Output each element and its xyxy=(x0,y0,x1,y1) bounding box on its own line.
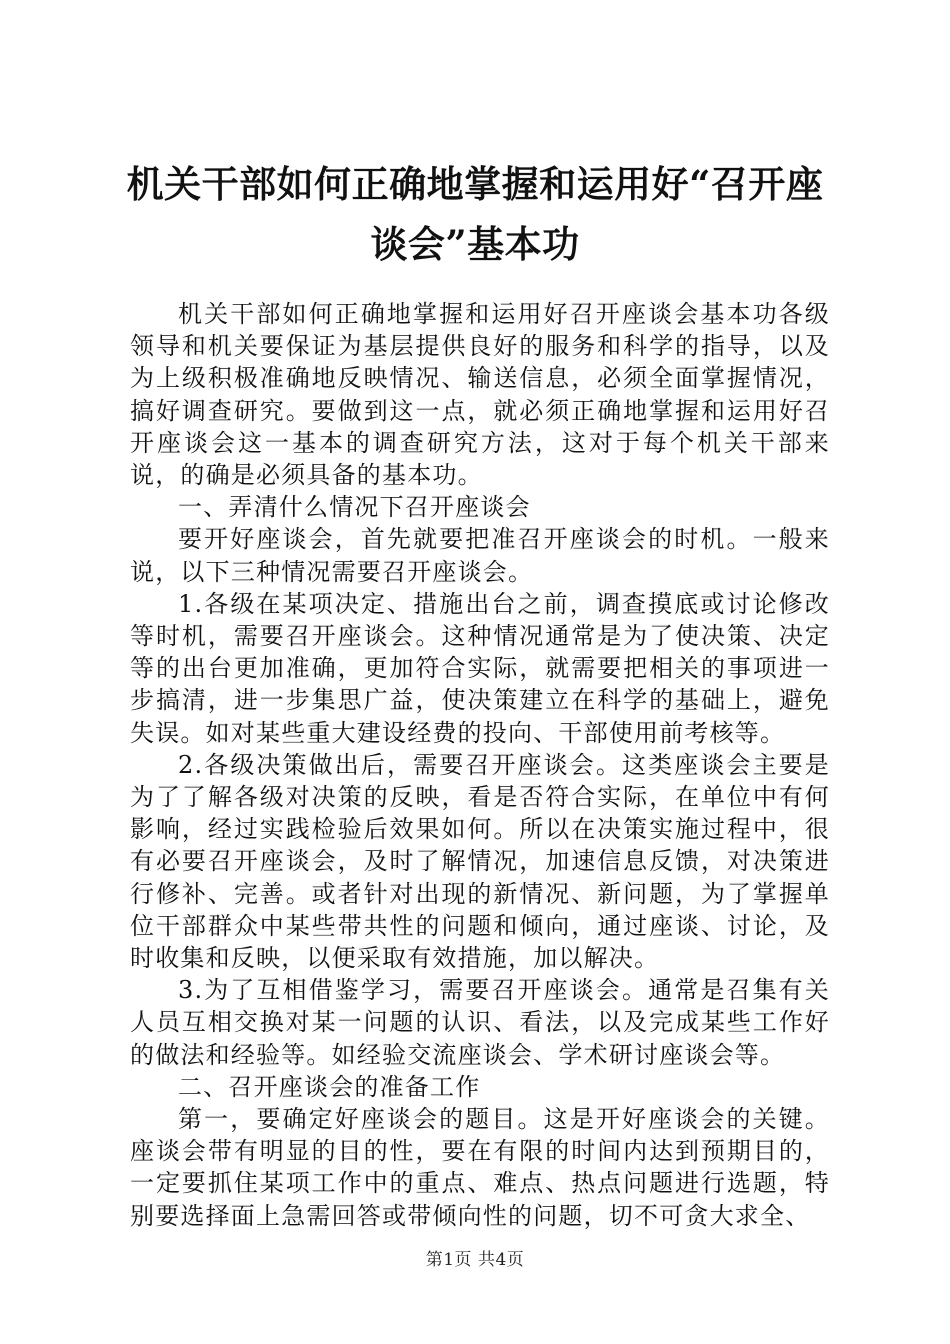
page-footer: 第1页 共4页 xyxy=(425,1250,525,1270)
list-item-1: 1.各级在某项决定、措施出台之前，调查摸底或讨论修改等时机，需要召开座谈会。这种情况通常是为了使决策、决定等的出台更加准确，更加符合实际，就需要把相关的事项进一步搞清，进一步集思广益，使决策建立在科学的基础上，避免失误。如对某些重大建设经费的投向、干部使用前考核等。 xyxy=(130,589,830,747)
paragraph: 第一，要确定好座谈会的题目。这是开好座谈会的关键。座谈会带有明显的目的性，要在有限的时间内达到预期目的，一定要抓住某项工作中的重点、难点、热点问题进行选题，特别要选择面上急需回答或带倾向性的问题，切不可贪大求全、 xyxy=(130,1105,830,1230)
document-title: 机关干部如何正确地掌握和运用好“召开座谈会”基本功 xyxy=(126,162,824,266)
list-item-2: 2.各级决策做出后，需要召开座谈会。这类座谈会主要是为了了解各级对决策的反映，看是否符合实际，在单位中有何影响，经过实践检验后效果如何。所以在决策实施过程中，很有必要召开座谈会，及时了解情况，加速信息反馈，对决策进行修补、完善。或者针对出现的新情况、新问题，为了掌握单位干部群众中某些带共性的问题和倾向，通过座谈、讨论，及时收集和反映，以便采取有效措施，加以解决。 xyxy=(130,750,830,973)
list-item-3: 3.为了互相借鉴学习，需要召开座谈会。通常是召集有关人员互相交换对某一问题的认识、看法，以及完成某些工作好的做法和经验等。如经验交流座谈会、学术研讨座谈会等。 xyxy=(130,976,830,1069)
paragraph-intro: 机关干部如何正确地掌握和运用好召开座谈会基本功各级领导和机关要保证为基层提供良好的服务和科学的指导，以及为上级积极准确地反映情况、输送信息，必须全面掌握情况，搞好调查研究。要做到这一点，就必须正确地掌握和运用好召开座谈会这一基本的调查研究方法，这对于每个机关干部来说，的确是必须具备的基本功。 xyxy=(130,300,830,490)
document-body xyxy=(130,298,830,1232)
paragraph: 要开好座谈会，首先就要把准召开座谈会的时机。一般来说，以下三种情况需要召开座谈会。 xyxy=(130,525,830,586)
section-heading-1: 一、弄清什么情况下召开座谈会 xyxy=(178,493,531,522)
section-heading-2: 二、召开座谈会的准备工作 xyxy=(178,1072,481,1101)
